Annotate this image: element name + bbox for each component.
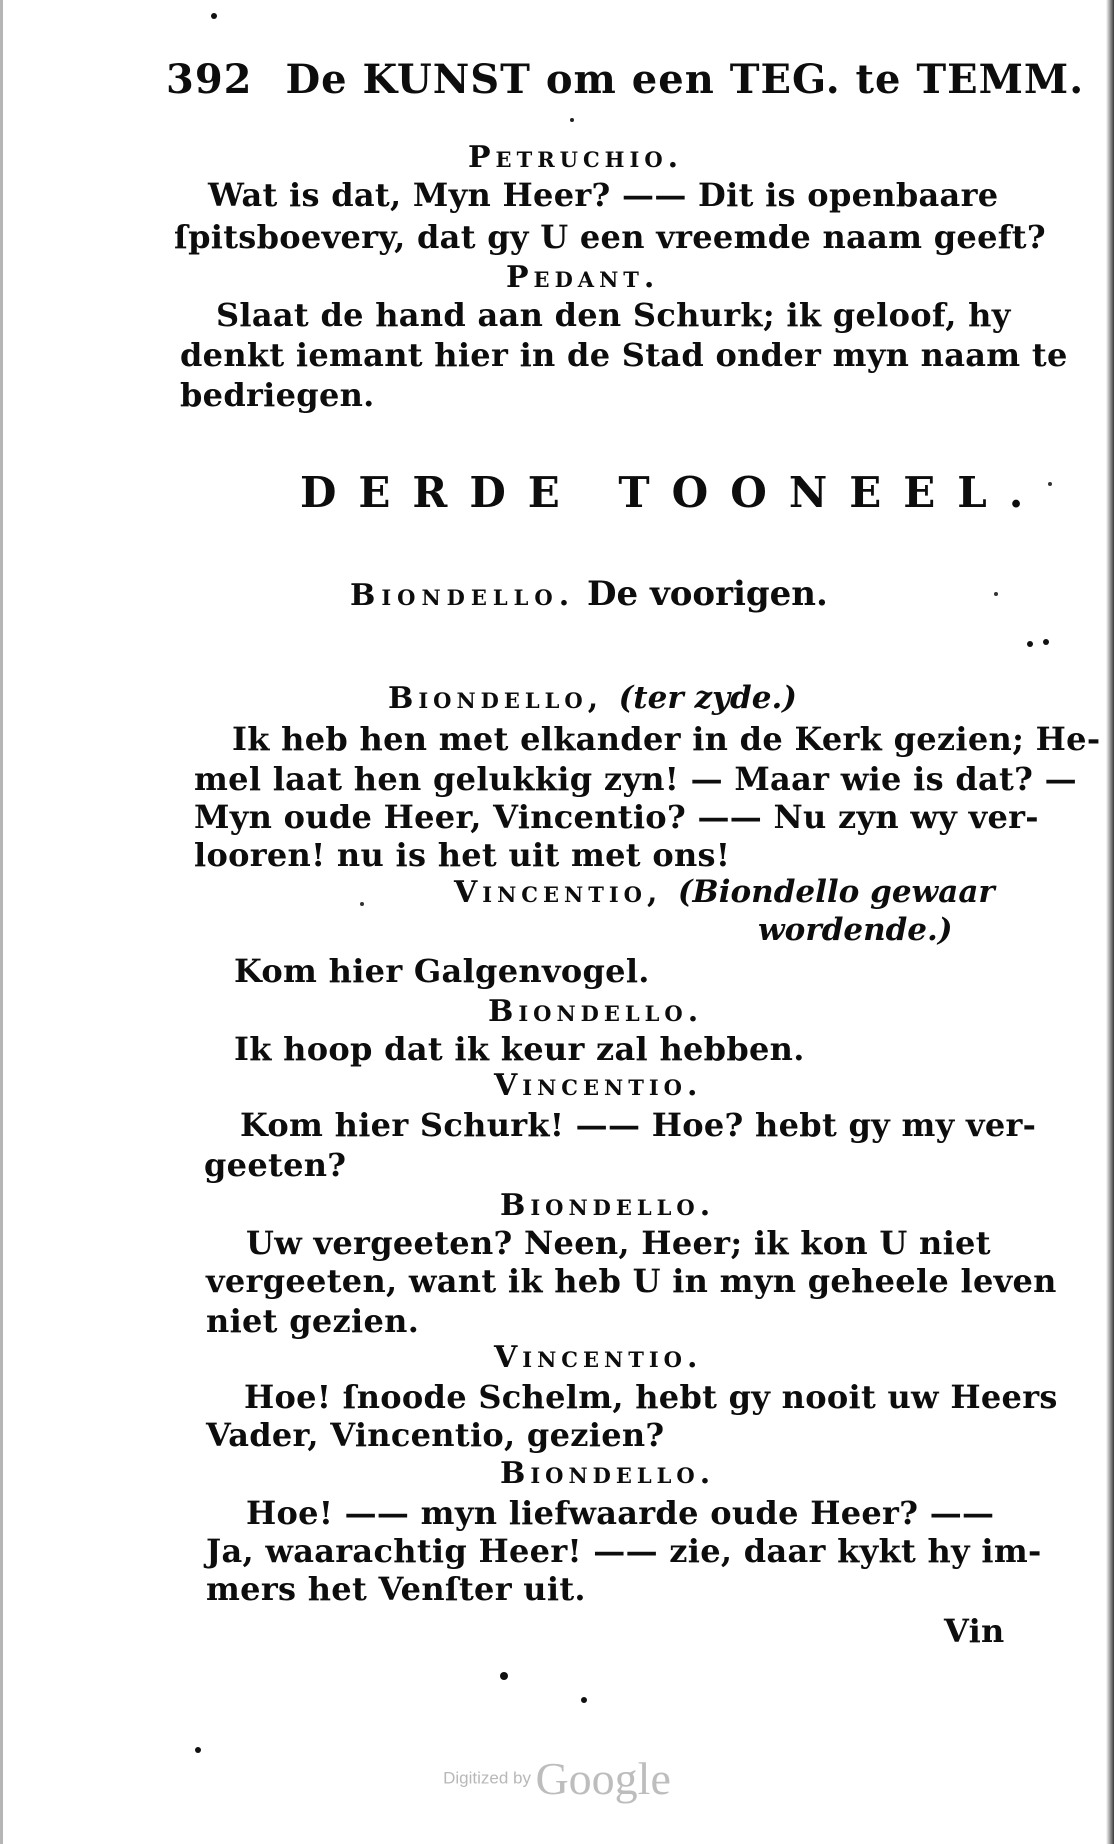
- google-logo-text: Google: [535, 1753, 671, 1804]
- text-line: Myn oude Heer, Vincentio? —— Nu zyn wy ver-: [194, 798, 1039, 836]
- scene-cast: [350, 574, 828, 614]
- speaker-biondello: [388, 680, 797, 716]
- speaker-biondello: Biondello.: [488, 994, 704, 1029]
- scene-title: DERDE TOONEEL.: [300, 468, 1046, 517]
- digitized-label: Digitized by: [443, 1768, 531, 1788]
- cast-name: Biondello.: [350, 578, 576, 613]
- text-line: Kom hier Galgenvogel.: [234, 952, 650, 990]
- text-line: niet gezien.: [206, 1302, 420, 1340]
- speaker-biondello: Biondello.: [500, 1456, 716, 1491]
- speaker-name: Vincentio,: [454, 875, 663, 910]
- stage-direction: wordende.): [758, 912, 953, 948]
- page-right-edge: [1106, 0, 1114, 1844]
- speaker-pedant: Pedant.: [506, 260, 660, 295]
- speaker-name: Biondello,: [388, 681, 604, 716]
- text-line: geeten?: [204, 1146, 347, 1184]
- speaker-vincentio: Vincentio.: [494, 1068, 703, 1103]
- text-line: Hoe! ſnoode Schelm, hebt gy nooit uw Heers: [244, 1378, 1058, 1416]
- speaker-biondello: Biondello.: [500, 1188, 716, 1223]
- text-line: Vader, Vincentio, gezien?: [206, 1416, 665, 1454]
- text-line: bedriegen.: [180, 376, 375, 414]
- page-left-edge: [0, 0, 3, 1844]
- page-number: 392: [166, 56, 253, 103]
- text-line: Ik heb hen met elkander in de Kerk gezien; He-: [232, 720, 1101, 758]
- text-line: denkt iemant hier in de Stad onder myn naam te: [180, 336, 1068, 374]
- cast-rest: De voorigen.: [587, 574, 828, 614]
- speaker-vincentio: [454, 874, 995, 910]
- text-line: mel laat hen gelukkig zyn! — Maar wie is dat? —: [194, 760, 1077, 798]
- text-line: Ja, waarachtig Heer! —— zie, daar kykt hy im-: [206, 1532, 1042, 1570]
- catchword: Vin: [944, 1612, 1005, 1650]
- text-line: Slaat de hand aan den Schurk; ik geloof, hy: [216, 296, 1011, 334]
- running-title: De KUNST om een TEG. te TEMM.: [285, 56, 1085, 103]
- text-line: mers het Venſter uit.: [206, 1570, 586, 1608]
- text-line: looren! nu is het uit met ons!: [194, 836, 731, 874]
- text-line: Uw vergeeten? Neen, Heer; ik kon U niet: [246, 1224, 991, 1262]
- speaker-petruchio: Petruchio.: [468, 140, 684, 175]
- digitized-by-google-watermark: [0, 1752, 1114, 1805]
- text-line: Hoe! —— myn liefwaarde oude Heer? ——: [246, 1494, 995, 1532]
- stage-direction-cont: [758, 912, 953, 948]
- text-line: Kom hier Schurk! —— Hoe? hebt gy my ver-: [240, 1106, 1037, 1144]
- text-line: ſpitsboevery, dat gy U een vreemde naam geeft?: [174, 218, 1046, 256]
- text-line: Ik hoop dat ik keur zal hebben.: [234, 1030, 805, 1068]
- stage-direction: (ter zyde.): [618, 680, 797, 716]
- speaker-vincentio: Vincentio.: [494, 1340, 703, 1375]
- running-head: [166, 56, 1085, 103]
- text-line: Wat is dat, Myn Heer? —— Dit is openbaare: [208, 176, 999, 214]
- text-line: vergeeten, want ik heb U in myn geheele leven: [206, 1262, 1057, 1300]
- stage-direction: (Biondello gewaar: [677, 874, 995, 910]
